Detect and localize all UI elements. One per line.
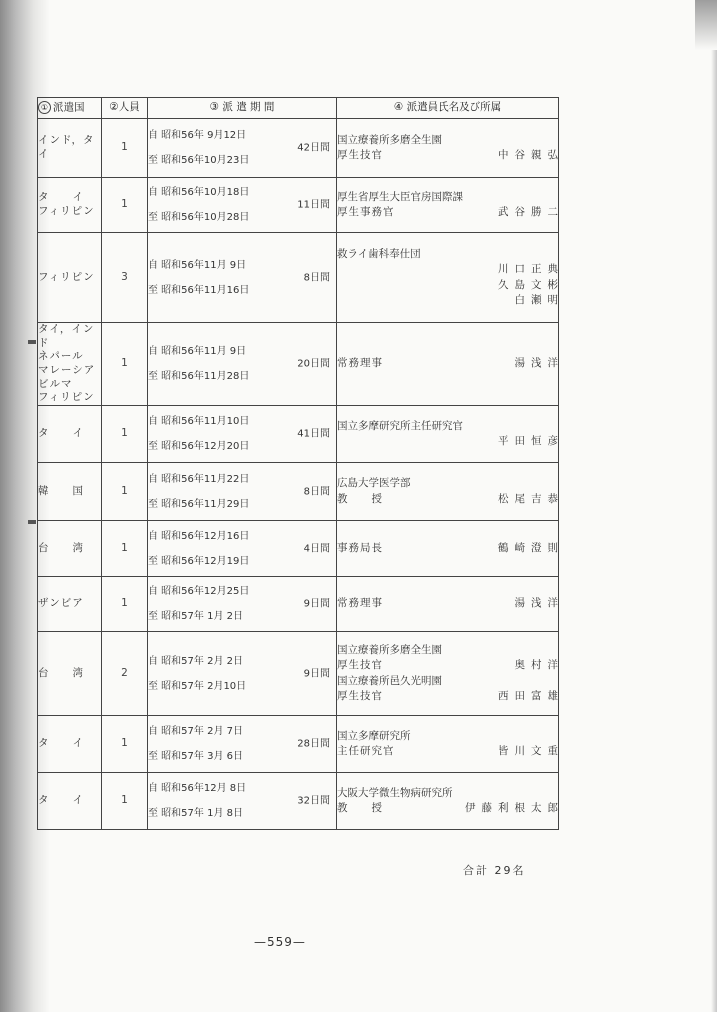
staff-organization: 国立療養所多磨全生園 xyxy=(337,644,442,657)
country-cell xyxy=(38,323,102,406)
persons-count: 1 xyxy=(102,119,148,178)
country-name: ビルマ xyxy=(38,377,73,390)
country-cell xyxy=(38,521,102,577)
period-from: 自 昭和57年 2月 2日 xyxy=(148,655,243,667)
staff-organization: 国立療養所多磨全生園 xyxy=(337,133,442,146)
persons-count: 1 xyxy=(102,323,148,406)
staff-cell xyxy=(337,773,564,830)
staff-cell xyxy=(337,233,564,323)
country-name: 韓 国 xyxy=(38,484,84,497)
period-cell xyxy=(148,323,337,406)
staff-name: 松尾吉恭 xyxy=(498,492,564,505)
staff-organization: 大阪大学微生物病研究所 xyxy=(337,786,453,799)
persons-count: 1 xyxy=(102,521,148,577)
table-row xyxy=(38,773,559,830)
country-name: インド，タイ xyxy=(38,134,95,160)
table-row xyxy=(38,406,559,463)
period-duration: 8日間 xyxy=(303,486,330,497)
persons-count: 1 xyxy=(102,463,148,521)
period-to: 至 昭和56年11月28日 xyxy=(148,371,250,382)
staff-cell xyxy=(337,577,564,632)
period-duration: 41日間 xyxy=(297,428,330,440)
period-to: 至 昭和56年11月16日 xyxy=(148,284,250,296)
staff-organization: 救ライ歯科奉仕団 xyxy=(337,248,421,261)
page-gutter-shadow xyxy=(0,0,34,1012)
staff-organization: 厚生省厚生大臣官房国際課 xyxy=(337,190,463,203)
period-cell xyxy=(148,632,337,716)
country-cell xyxy=(38,119,102,178)
country-cell xyxy=(38,233,102,323)
staff-cell xyxy=(337,119,564,178)
period-to: 至 昭和56年11月29日 xyxy=(148,498,250,510)
country-name: ネパール xyxy=(38,350,84,363)
dispatch-table xyxy=(37,97,564,830)
binder-mark xyxy=(28,340,36,344)
table-row xyxy=(38,119,559,178)
period-cell xyxy=(148,178,337,233)
staff-title: 教 授 xyxy=(337,492,383,505)
persons-count: 1 xyxy=(102,716,148,773)
period-cell xyxy=(148,463,337,521)
staff-member xyxy=(337,356,564,371)
persons-count: 1 xyxy=(102,406,148,463)
staff-cell xyxy=(337,632,564,716)
staff-member xyxy=(337,658,564,673)
country-cell xyxy=(38,632,102,716)
staff-member xyxy=(337,541,564,556)
staff-title: 常務理事 xyxy=(337,597,383,610)
staff-member xyxy=(337,689,564,704)
period-duration: 9日間 xyxy=(303,668,330,679)
staff-cell xyxy=(337,463,564,521)
period-to: 至 昭和56年10月23日 xyxy=(148,155,250,166)
header-period: ③ 派 遣 期 間 xyxy=(148,98,337,119)
staff-name: 久島文彬 xyxy=(498,278,564,291)
header-country: ① 派遣国 xyxy=(38,98,102,119)
staff-title: 厚生事務官 xyxy=(337,206,395,218)
scan-corner-shadow xyxy=(695,0,717,50)
period-duration: 20日間 xyxy=(297,358,330,370)
country-cell xyxy=(38,577,102,632)
staff-name: 湯浅洋 xyxy=(514,357,564,370)
country-name: マレーシア xyxy=(38,364,96,376)
staff-name: 鶴崎澄則 xyxy=(498,541,564,554)
staff-name: 奥村洋 xyxy=(514,659,564,672)
period-from: 自 昭和56年 9月12日 xyxy=(148,130,247,141)
staff-member xyxy=(337,801,564,816)
table-row xyxy=(38,323,559,406)
binder-mark xyxy=(28,520,36,524)
page-number: —559— xyxy=(254,935,306,949)
total-count: 合計 29名 xyxy=(463,864,526,877)
period-from: 自 昭和56年11月22日 xyxy=(148,473,250,485)
period-to: 至 昭和57年 2月10日 xyxy=(148,680,247,692)
country-name: タ イ xyxy=(38,191,84,204)
period-cell xyxy=(148,773,337,830)
period-cell xyxy=(148,521,337,577)
period-cell xyxy=(148,233,337,323)
country-name: タ イ xyxy=(38,427,84,440)
header-persons: ②人員 xyxy=(102,98,148,119)
period-duration: 9日間 xyxy=(303,598,330,610)
country-name: 台 湾 xyxy=(38,541,84,554)
staff-member xyxy=(337,205,564,220)
period-from: 自 昭和56年11月10日 xyxy=(148,416,250,427)
staff-title: 主任研究官 xyxy=(337,745,395,757)
staff-member xyxy=(337,744,564,759)
staff-name: 西田富雄 xyxy=(498,689,564,702)
staff-name: 平田恒彦 xyxy=(498,435,564,447)
period-from: 自 昭和56年12月 8日 xyxy=(148,783,247,794)
period-duration: 4日間 xyxy=(303,543,330,554)
staff-member xyxy=(337,278,564,293)
country-name: フィリピン xyxy=(38,205,95,217)
period-duration: 28日間 xyxy=(297,738,330,750)
table-row xyxy=(38,178,559,233)
staff-member xyxy=(337,492,564,507)
table-header-row xyxy=(38,98,559,119)
staff-organization: 国立療養所邑久光明園 xyxy=(337,674,442,687)
staff-name: 皆川文重 xyxy=(498,745,564,757)
staff-cell xyxy=(337,323,564,406)
staff-cell xyxy=(337,716,564,773)
period-duration: 42日間 xyxy=(297,142,330,154)
staff-name: 武谷勝二 xyxy=(498,206,564,218)
period-to: 至 昭和56年12月19日 xyxy=(148,555,250,567)
period-to: 至 昭和56年10月28日 xyxy=(148,212,250,223)
period-to: 至 昭和57年 1月 8日 xyxy=(148,808,243,819)
persons-count: 2 xyxy=(102,632,148,716)
persons-count: 1 xyxy=(102,773,148,830)
table-row xyxy=(38,632,559,716)
country-name: 台 湾 xyxy=(38,666,84,679)
period-duration: 11日間 xyxy=(297,199,330,211)
period-from: 自 昭和57年 2月 7日 xyxy=(148,726,243,737)
period-from: 自 昭和56年10月18日 xyxy=(148,187,250,198)
country-cell xyxy=(38,716,102,773)
table-row xyxy=(38,233,559,323)
period-to: 至 昭和56年12月20日 xyxy=(148,441,250,452)
country-cell xyxy=(38,463,102,521)
period-from: 自 昭和56年12月25日 xyxy=(148,586,250,597)
period-duration: 8日間 xyxy=(303,272,330,283)
staff-member xyxy=(337,262,564,277)
staff-title: 常務理事 xyxy=(337,357,383,370)
country-name: フィリピン xyxy=(38,270,95,283)
persons-count: 1 xyxy=(102,577,148,632)
staff-title: 厚生技官 xyxy=(337,149,383,161)
staff-member xyxy=(337,434,564,449)
staff-organization: 国立多摩研究所主任研究官 xyxy=(337,419,463,432)
period-duration: 32日間 xyxy=(297,795,330,807)
table-row xyxy=(38,577,559,632)
staff-title: 教 授 xyxy=(337,802,383,814)
staff-cell xyxy=(337,406,564,463)
header-staff: ④ 派遣員氏名及び所属 xyxy=(337,98,559,119)
country-name: タイ，インド xyxy=(38,323,95,349)
period-from: 自 昭和56年11月 9日 xyxy=(148,346,247,357)
country-cell xyxy=(38,406,102,463)
period-to: 至 昭和57年 1月 2日 xyxy=(148,611,243,622)
staff-name: 川口正典 xyxy=(498,263,564,276)
period-cell xyxy=(148,406,337,463)
period-cell xyxy=(148,119,337,178)
country-cell xyxy=(38,773,102,830)
staff-organization: 広島大学医学部 xyxy=(337,477,411,490)
table-row xyxy=(38,521,559,577)
persons-count: 3 xyxy=(102,233,148,323)
staff-title: 厚生技官 xyxy=(337,659,383,672)
period-from: 自 昭和56年12月16日 xyxy=(148,530,250,542)
period-from: 自 昭和56年11月 9日 xyxy=(148,259,247,271)
staff-member xyxy=(337,596,564,611)
staff-name: 中谷親弘 xyxy=(498,149,564,161)
staff-title: 厚生技官 xyxy=(337,689,383,702)
staff-name: 白瀬明 xyxy=(514,293,564,306)
country-name: フィリピン xyxy=(38,391,95,404)
staff-name: 湯浅洋 xyxy=(514,597,564,610)
table-row xyxy=(38,463,559,521)
scan-right-edge xyxy=(711,50,717,1012)
country-cell xyxy=(38,178,102,233)
persons-count: 1 xyxy=(102,178,148,233)
period-cell xyxy=(148,716,337,773)
country-name: タ イ xyxy=(38,794,84,807)
staff-title: 事務局長 xyxy=(337,541,383,554)
staff-name: 伊藤利根太郎 xyxy=(465,802,564,814)
staff-member xyxy=(337,293,564,308)
country-name: タ イ xyxy=(38,737,84,750)
staff-cell xyxy=(337,521,564,577)
staff-member xyxy=(337,148,564,163)
period-to: 至 昭和57年 3月 6日 xyxy=(148,751,243,762)
table-row xyxy=(38,716,559,773)
country-name: ザンビア xyxy=(38,597,84,610)
staff-organization: 国立多摩研究所 xyxy=(337,729,411,742)
staff-cell xyxy=(337,178,564,233)
period-cell xyxy=(148,577,337,632)
